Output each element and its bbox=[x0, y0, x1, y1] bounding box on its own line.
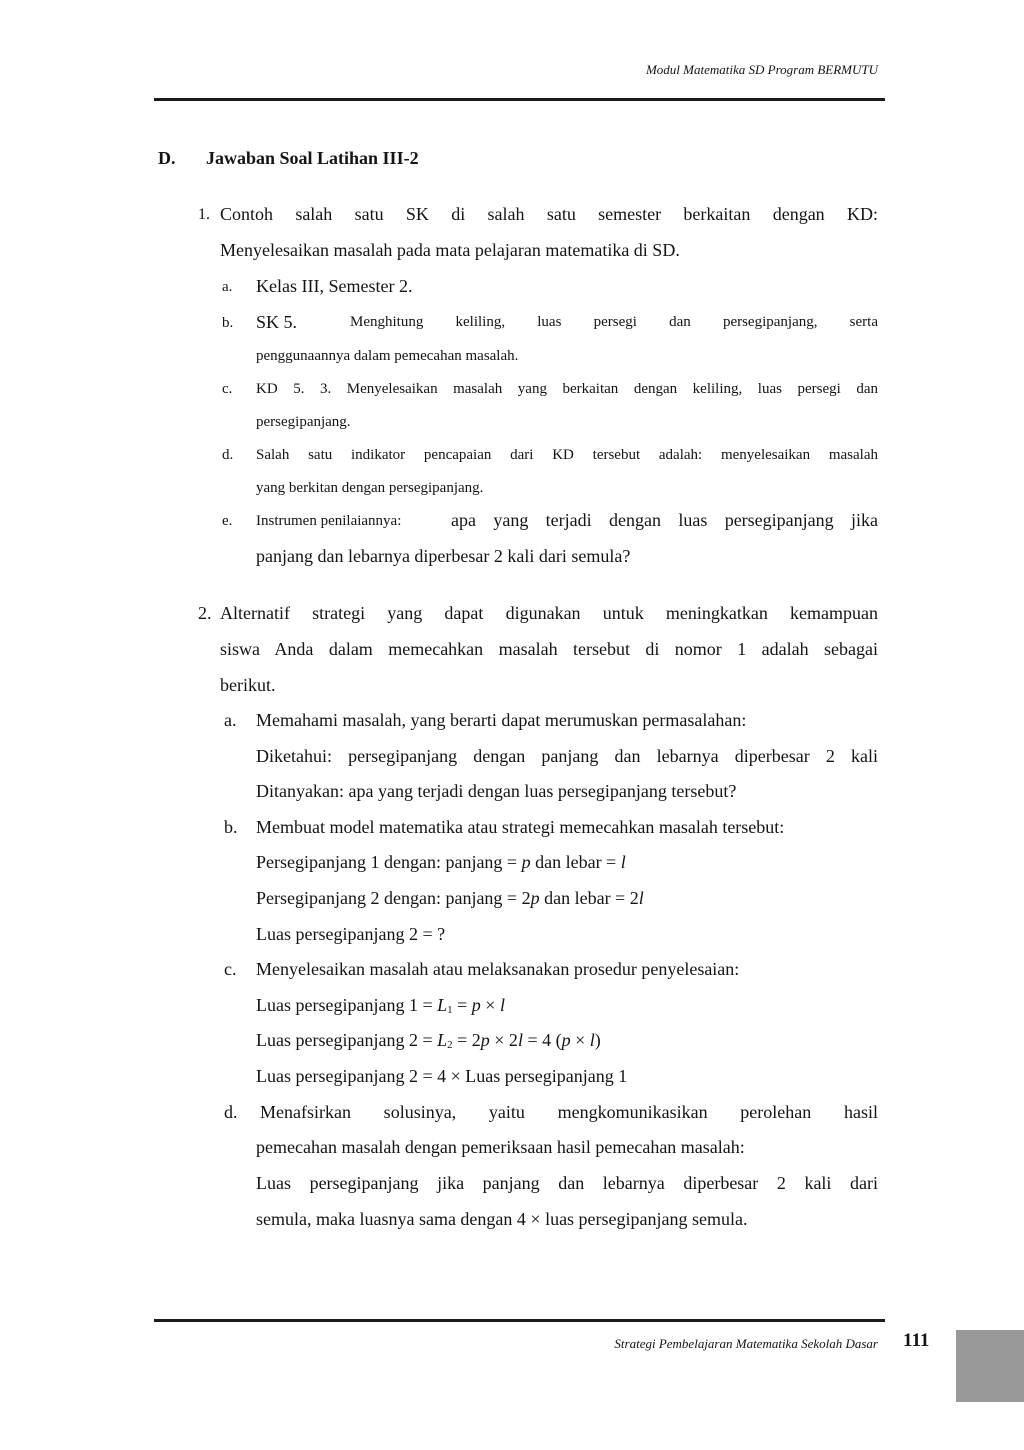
running-header: Modul Matematika SD Program BERMUTU bbox=[645, 62, 878, 77]
text-run: dan lebar = 2 bbox=[539, 888, 639, 908]
text-run: Persegipanjang 1 dengan: panjang = bbox=[256, 852, 522, 872]
q2-line: Alternatif strategi yang dapat digunakan untuk meningkatkan kemampuan bbox=[220, 603, 878, 623]
q1-e-prefix: Instrumen penilaiannya: bbox=[256, 513, 402, 529]
text-run: Luas persegipanjang 2 = bbox=[256, 1030, 438, 1050]
q2-number: 2. bbox=[198, 603, 212, 623]
text-run: = 2 bbox=[452, 1030, 481, 1050]
q1-d-line: Salah satu indikator pencapaian dari KD tersebut adalah: menyelesaikan masalah bbox=[256, 447, 878, 463]
q1-line: Menyelesaikan masalah pada mata pelajaran matematika di SD. bbox=[220, 240, 680, 260]
var-p: p bbox=[471, 995, 481, 1015]
text-run: × bbox=[570, 1030, 590, 1050]
var-l: l bbox=[589, 1030, 595, 1050]
q2-c-letter: c. bbox=[224, 959, 237, 979]
q1-e-line: panjang dan lebarnya diperbesar 2 kali dari semula? bbox=[256, 546, 631, 566]
q2-b-line bbox=[256, 888, 878, 909]
q1-line: Contoh salah satu SK di salah satu semester berkaitan dengan KD: bbox=[220, 204, 878, 224]
var-L: L bbox=[437, 1030, 448, 1050]
q1-e-line: apa yang terjadi dengan luas persegipanjang jika bbox=[451, 510, 878, 530]
q2-c-line bbox=[256, 1030, 878, 1051]
text-run: ) bbox=[594, 1030, 601, 1050]
q2-line: siswa Anda dalam memecahkan masalah tersebut di nomor 1 adalah sebagai bbox=[220, 639, 878, 659]
text-run: Luas persegipanjang 1 = bbox=[256, 995, 438, 1015]
header-rule bbox=[154, 98, 885, 101]
q2-a-letter: a. bbox=[224, 710, 237, 730]
q1-b-line: Menghitung keliling, luas persegi dan persegipanjang, serta bbox=[350, 314, 878, 330]
var-p: p bbox=[480, 1030, 490, 1050]
text-run: = 4 ( bbox=[522, 1030, 562, 1050]
var-l: l bbox=[499, 995, 505, 1015]
q1-c-letter: c. bbox=[222, 381, 233, 397]
q2-line: berikut. bbox=[220, 675, 276, 695]
q1-b-line: penggunaannya dalam pemecahan masalah. bbox=[256, 348, 519, 364]
q2-b-line bbox=[256, 852, 878, 873]
text-run: × bbox=[480, 995, 500, 1015]
text-run: = bbox=[452, 995, 472, 1015]
text-run: Persegipanjang 2 dengan: panjang = 2 bbox=[256, 888, 531, 908]
var-p: p bbox=[521, 852, 531, 872]
q1-d-line: yang berkitan dengan persegipanjang. bbox=[256, 480, 484, 496]
subscript: 2 bbox=[447, 1039, 453, 1051]
page-number: 111 bbox=[903, 1330, 930, 1351]
q2-b-line: Luas persegipanjang 2 = ? bbox=[256, 924, 446, 944]
q2-c-line: Luas persegipanjang 2 = 4 × Luas persegipanjang 1 bbox=[256, 1066, 628, 1086]
var-l: l bbox=[638, 888, 644, 908]
q2-d-line: Luas persegipanjang jika panjang dan lebarnya diperbesar 2 kali dari bbox=[256, 1173, 878, 1193]
q2-a-line: Ditanyakan: apa yang terjadi dengan luas persegipanjang tersebut? bbox=[256, 781, 737, 801]
q1-number: 1. bbox=[198, 206, 210, 223]
var-l: l bbox=[620, 852, 626, 872]
q1-c-line: persegipanjang. bbox=[256, 414, 351, 430]
q1-b-letter: b. bbox=[222, 315, 234, 331]
footer-rule bbox=[154, 1319, 885, 1322]
q1-a-letter: a. bbox=[222, 279, 233, 295]
q1-d-letter: d. bbox=[222, 447, 234, 463]
q2-c-line: Menyelesaikan masalah atau melaksanakan prosedur penyelesaian: bbox=[256, 959, 740, 979]
q2-d-line: semula, maka luasnya sama dengan 4 × luas persegipanjang semula. bbox=[256, 1209, 748, 1229]
subscript: 1 bbox=[447, 1004, 453, 1016]
q1-b-sk: SK 5. bbox=[256, 312, 298, 332]
text-run: dan lebar = bbox=[530, 852, 621, 872]
running-footer: Strategi Pembelajaran Matematika Sekolah Dasar bbox=[614, 1336, 878, 1351]
q2-d-letter: d. bbox=[224, 1102, 238, 1122]
q1-a-text: Kelas III, Semester 2. bbox=[256, 276, 413, 296]
q2-a-line: Diketahui: persegipanjang dengan panjang dan lebarnya diperbesar 2 kali bbox=[256, 746, 878, 766]
var-p: p bbox=[530, 888, 540, 908]
q1-e-letter: e. bbox=[222, 513, 233, 529]
q2-b-letter: b. bbox=[224, 817, 238, 837]
q2-d-line: pemecahan masalah dengan pemeriksaan hasil pemecahan masalah: bbox=[256, 1137, 745, 1157]
q2-b-line: Membuat model matematika atau strategi memecahkan masalah tersebut: bbox=[256, 817, 785, 837]
text-run: × 2 bbox=[489, 1030, 518, 1050]
q2-a-line: Memahami masalah, yang berarti dapat merumuskan permasalahan: bbox=[256, 710, 747, 730]
q2-d-line: Menafsirkan solusinya, yaitu mengkomunikasikan perolehan hasil bbox=[260, 1102, 878, 1122]
var-L: L bbox=[437, 995, 448, 1015]
section-title: Jawaban Soal Latihan III-2 bbox=[206, 148, 419, 168]
q2-c-line bbox=[256, 995, 878, 1016]
q1-c-line: KD 5. 3. Menyelesaikan masalah yang berkaitan dengan keliling, luas persegi dan bbox=[256, 381, 878, 397]
section-label: D. bbox=[158, 148, 176, 168]
var-p: p bbox=[561, 1030, 571, 1050]
chapter-tab bbox=[956, 1330, 1024, 1402]
var-l: l bbox=[517, 1030, 523, 1050]
